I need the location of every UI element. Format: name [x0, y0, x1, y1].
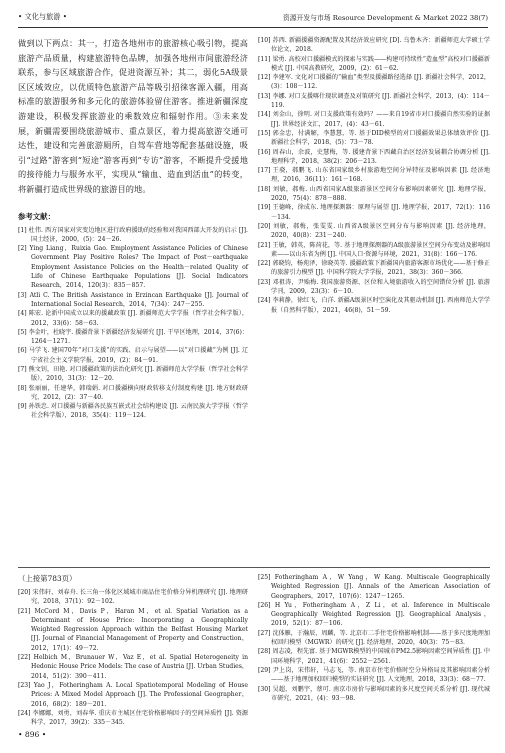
references-title: 参考文献： [18, 211, 55, 221]
reference-item: [8] 张丽丽，任建华，韩瑞娟. 对口援疆横向财政转移支付制度构建 [J]. 地方财政研究，2012，(2)：37－40. [18, 384, 248, 401]
reference-item: [13] 李娜. 对口支援喀什现状调查及对策研究 [J]. 新疆社会科学，2013，(4)：114－119. [258, 92, 490, 110]
reference-item: [20] 宋伟轩，刘春舟. 长三角一体化区域城市商品住宅价格分异机理研究 [J]. 地理研究，2018，37(1)：92－102. [18, 589, 248, 606]
reference-item: [29] 尹上岗，宋伟轩，马志飞，等. 南京市住宅价格时空分异格局及其影响因素分析——基于地理加权回归模型的实证研究 [J]. 人文地理，2018，33(3)：68－77. [258, 666, 490, 684]
journal-info: 资源开发与市场 Resource Development & Market 2022 38(7) [282, 14, 488, 22]
reference-item: [17] 王骁，郝鹏飞. 山东省国家级乡村旅游地空间分异特征及影响因素 [J]. 经济地理，2016，36(11)：161－168. [258, 167, 490, 184]
reference-item: [27] 沈体雁，于瀚辰，周麟，等. 北京市二手住宅价格影响机制——基于多尺度地理加权回归模型（MGWR）的研究 [J]. 经济地理，2020，40(3)：75－83. [258, 629, 490, 647]
references-list-left [18, 226, 248, 421]
reference-item: [15] 郭金忠，付满解，李慧慧，等. 基于DID模型的对口援疆效果总体绩效评价 [J]. 新疆社会科学，2018，(5)：73－78. [258, 129, 490, 147]
reference-item: [14] 刘金山，徐明. 对口支援政策有效吗？——来自19省市对口援疆自然实验的证据 [J]. 世界经济文汇，2017，(4)：43－61. [258, 111, 490, 128]
reference-item: [4] 陈宏. 论新中国成立以来的援藏政策 [J]. 新疆师范大学学报（哲学社会科学版），2012，33(6)：58－63. [18, 310, 248, 327]
reference-item: [26] H Yu，Fotheringham A，Z Li，et al. Inference in Multiscale Geographically Weighted Regression [J]. Geographical Analysis，2019，52(1)：87－106. [258, 601, 490, 628]
reference-item: [6] 马学飞. 建国70年“对口支援”的实践、启示与展望——以“对口援藏”为例 [J]. 辽宁省社会主义学院学报，2019，(2)：84－91. [18, 347, 248, 364]
reference-item: [19] 王德峰，徐成东. 地理探测器：原理与展望 [J]. 地理学报，2017，72(1)：116－134. [258, 204, 490, 221]
continuation-title: （上接第783页） [18, 574, 77, 583]
reference-item: [9] 孙铁忠. 对口援疆与新疆各民族互嵌式社会结构建设 [J]. 云南民族大学学报（哲学社会科学版），2018，35(4)：119－124. [18, 403, 248, 420]
reference-item: [30] 吴超，刘鹏宇，蔡可. 南京市房价与影响因素的多尺度空间关系分析 [J]. 现代城市研究，2021，(4)：93－98. [258, 685, 490, 702]
reference-item: [23] 邓祖涛，尹贻梅. 我国旅游资源、区位和入境旅游收入的空间错位分析 [J]. 旅游学刊，2009，23(3)：6－10. [258, 278, 490, 296]
continuation-list-left [18, 588, 248, 727]
reference-item: [25] Fotheringham A，W Yang，W Kang. Multiscale Geographically Weighted Regression [J]. Annals of the American Association of Geographers，2017，107(6)：1247－1265. [258, 574, 490, 600]
reference-item: [20] 刘敏，郝梅，张雯雯. 山西省A级景区空间分布与影响因素 [J]. 经济地理，2020，40(8)：231－240. [258, 222, 490, 240]
references-list-right [258, 36, 490, 315]
body-paragraph: 做到以下两点：其一，打造各地州市的旅游核心吸引物，提高旅游产品质量，构建旅游特色品牌，加强各地州市间旅游经济联系，参与区域旅游合作，促进资源互补；其二，弱化5A级景区区域效应，以优质特色旅游产品等吸引招徕客源入疆，用高标准的旅游服务和多元化的旅游体验留住游客。推进新疆深度游建设，积极发挥旅游业的乘数效应和辐射作用。③未来发展，新疆需要围绕旅游城市、重点景区，着力提高旅游交通可达性，建设和完善旅游厕所，自驾车营地等配套基础设施，吸引“过路”游客到“短途”游客再到“专访”游客，不断提升受援地的接待能力与服务水平，实现从“输血、造血到活血”的转变，将新疆打造成世界级的旅游目的地。 [18, 38, 248, 194]
reference-item: [10] 苏西. 新疆援疆资源配置及其经济效应研究 [D]. 乌鲁木齐：新疆师范大学硕士学位论文，2018. [258, 37, 490, 54]
right-column [258, 36, 490, 315]
section-divider [18, 567, 490, 568]
reference-item: [1] 杜伟. 西方国家对灾变边地区进行政府援助的经验和对我国西部大开发的启示 [J]. 国土经济，2000，(5)：24－26. [18, 226, 248, 243]
body-text [18, 36, 248, 197]
reference-item: [21] 王敏，韩英，陈荷花，等. 基于地理探测器的A级旅游景区空间分布变动及影响因素——以山东省为例 [J]. 中国人口·资源与环境，2021，31(8)：166－176. [258, 241, 490, 258]
continuation-right-column [258, 573, 490, 703]
reference-item: [11] 梁勇. 高校对口援疆模式的探索与实践——构建可持续性“造血型”高校对口援疆新模式 [J]. 中国高教研究，2009，(2)：61－62. [258, 55, 490, 72]
reference-item: [16] 周春山，余波，史慧梅，等. 援建背景下西藏自治区经济发展耦合协调分析 [J]. 地理科学，2018，38(2)：206－213. [258, 148, 490, 165]
reference-item: [12] 李建军. 文化对口援疆的“输血”类型及援疆路径选择 [J]. 新疆社会科学，2012，(3)：108－112. [258, 74, 490, 91]
reference-item: [21] McCord M，Davis P，Haran M，et al. Spatial Variation as a Determinant of House Price: Incorporating a Geographically Weighted Regression Approach within the Belfast Housing Market [J]. Journal of Financial Management of Property and Construction，2012，17(1)：49－72. [18, 607, 248, 652]
reference-item: [24] 李莉静，徐红飞，白洋. 新疆A级景区时空演化及其驱动机制 [J]. 西南师范大学学报（自然科学版），2021，46(8)，51－59. [258, 297, 490, 314]
reference-item: [22] 郭晓钧，杨苑泽，徐晓英等. 援疆政策下新疆国内旅游客源市场优化——基于修正的旅游引力模型 [J]. 中国科学院大学学报，2021，38(3)：360－366. [258, 260, 490, 277]
reference-item: [28] 周志凌，程先富. 基于MGWR模型的中国城市PM2.5影响因素空间异质性 [J]. 中国环境科学，2021，41(6)：2552－2561. [258, 648, 490, 665]
continuation-list-right [258, 573, 490, 703]
reference-item: [23] Yao J，Fotheringham A. Local Spatiotemporal Modeling of House Prices: A Mixed Model Approach [J]. The Professional Geographer，2016，68(2)：189－201. [18, 681, 248, 708]
reference-item: [7] 熊文钊，田艳. 对口援疆政策的法治化研究 [J]. 新疆师范大学学报（哲学社会科学版），2010，31(3)：12－20. [18, 365, 248, 383]
left-column [18, 36, 248, 421]
continuation-left-column [18, 573, 248, 727]
page-number: • 896 • [18, 730, 47, 739]
header-rule [18, 27, 488, 28]
reference-item: [18] 刘敏，郝梅. 山西省国家A级旅游景区空间分布影响因素研究 [J]. 地理学报，2020，75(4)：878－888. [258, 185, 490, 203]
reference-item: [22] Helbich M，Brunauer W，Vaz E，et al. Spatial Heterogeneity in Hedonic House Price Models: The case of Austria [J]. Urban Studies，2014，51(2)：390－411. [18, 654, 248, 680]
running-header [18, 12, 488, 26]
section-label: • 文化与旅游 • [18, 12, 67, 21]
reference-item: [5] 李金叶，杜晓宇. 援疆背景下新疆经济发展研究 [J]. 干旱区地理，2014，37(6)：1264－1271. [18, 328, 248, 346]
reference-item: [24] 李娜娜，刘勇，刘春华. 重庆市主城区住宅价格影响因子的空间异质性 [J]. 资源科学，2017，39(2)：335－345. [18, 709, 248, 727]
reference-item: [2] Ying Liang，Ruixia Gao. Employment Assistance Policies of Chinese Government Play Positive Roles? The Impact of Post－earthquake Employment Assistance Policies on the Health－related Quality of Life of Chinese Earthquake Populations [J]. Social Indicators Research，2014，120(3)：835－857. [18, 245, 248, 290]
reference-item: [3] Atli C. The British Assistance in Erzincan Earthquake [J]. Journal of International Social Research，2014，7(34)：247－255. [18, 291, 248, 308]
